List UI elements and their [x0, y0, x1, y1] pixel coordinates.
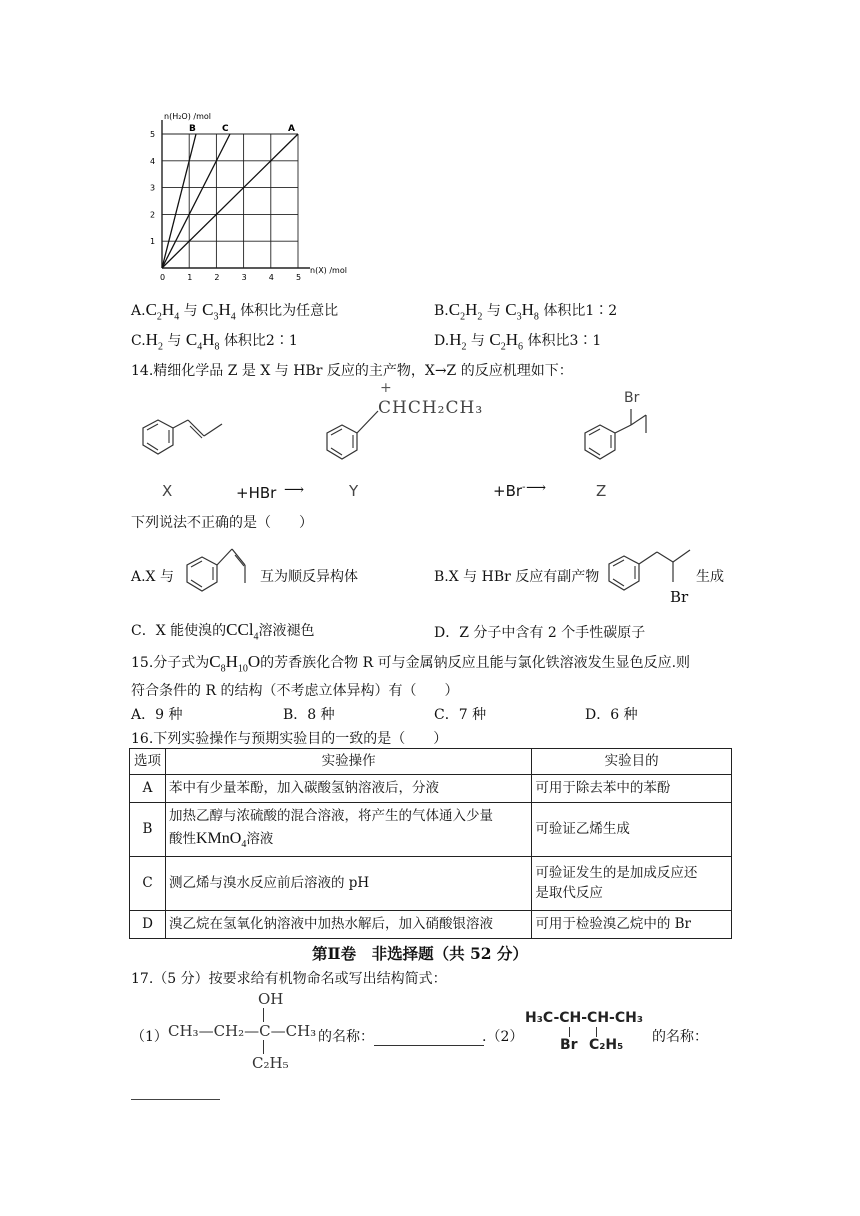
q14-question: 下列说法不正确的是（ ）: [131, 515, 313, 531]
header-option: 选项: [130, 749, 166, 775]
header-goal: 实验目的: [532, 749, 732, 775]
series-line-b: [162, 134, 196, 268]
row-goal: 可验证乙烯生成: [532, 802, 732, 856]
q13-option-b: $B.C_2H_2$ 与 $C_3H_8$ 体积比1∶2: [434, 300, 618, 323]
q14-option-b-post: 生成: [696, 569, 724, 585]
header-operation: 实验操作: [165, 749, 531, 775]
q14-option-c: C．X 能使溴的CCl$_4$溶液褪色: [131, 620, 315, 643]
q17-part2-name: 的名称：: [652, 1029, 708, 1045]
s2-main: H₃C-CH-CH-CH₃: [525, 1010, 643, 1026]
reagent-hbr: +HBr: [236, 484, 277, 502]
table-row: [130, 856, 732, 910]
q14-option-a-post: 互为顺反异构体: [260, 569, 358, 585]
q14-stem: 14.精细化学品 Z 是 X 与 HBr 反应的主产物，X→Z 的反应机理如下：: [131, 363, 573, 379]
q14-option-b-pre: B.X 与 HBr 反应有副产物: [434, 569, 600, 585]
s1-oh: OH: [258, 990, 284, 1008]
x-tick-label: 0: [160, 273, 166, 282]
row-option: C: [130, 856, 166, 910]
q15-option-b: B．8 种: [283, 707, 335, 723]
cation-plus: +: [380, 380, 392, 396]
y-tick-label: 5: [150, 130, 156, 139]
x-axis-label: n(X) /mol: [310, 266, 347, 275]
structure-x: [138, 410, 238, 475]
s2-br: Br: [560, 1037, 578, 1053]
table-header-row: [130, 749, 732, 775]
y-axis-label: n(H₂O) /mol: [164, 112, 211, 121]
s1-bond-down: [263, 1040, 264, 1054]
line-label-b: B: [189, 124, 196, 134]
q16-stem: 16.下列实验操作与预期实验目的一致的是（ ）: [131, 731, 448, 747]
q13-option-d: $D.H_2$ 与 $C_2H_6$ 体积比3∶1: [434, 330, 602, 353]
s1-main: CH₃—CH₂—C—CH₃: [168, 1022, 317, 1040]
q15-stem-line2: 符合条件的 R 的结构（不考虑立体异构）有（ ）: [131, 683, 459, 699]
reagent-br: +Br-: [493, 482, 526, 500]
s2-bond-1: [569, 1027, 570, 1037]
row-goal: 可用于除去苯中的苯酚: [532, 774, 732, 802]
q15-option-c: C．7 种: [434, 707, 487, 723]
label-y: Y: [349, 482, 359, 500]
series-line-c: [162, 134, 230, 268]
z-br-label: Br: [624, 390, 640, 406]
label-z: Z: [596, 482, 607, 500]
row-operation: 溴乙烷在氢氧化钠溶液中加热水解后，加入硝酸银溶液: [165, 910, 531, 938]
s1-bond-up: [263, 1008, 264, 1022]
label-x: X: [162, 482, 173, 500]
line-label-c: C: [222, 124, 229, 134]
combustion-chart: [138, 110, 358, 292]
y-tick-label: 4: [150, 156, 156, 166]
q17-part1-label: （1）: [131, 1029, 168, 1045]
q13-option-a: $A.C_2H_4$ 与 $C_3H_4$ 体积比为任意比: [131, 300, 339, 323]
row-option: B: [130, 802, 166, 856]
x-tick-label: 3: [241, 273, 247, 282]
series-line-a: [162, 134, 298, 268]
q15-stem-line1: 15.分子式为$C_8H_{10}O$的芳香族化合物 R 可与金属钠反应且能与氯化铁溶液发生显色反应.则: [131, 652, 691, 675]
q14-option-d: D．Z 分子中含有 2 个手性碳原子: [434, 625, 646, 641]
cation-formula: CHCH₂CH₃: [378, 398, 484, 418]
row-option: D: [130, 910, 166, 938]
x-tick-label: 5: [296, 273, 302, 282]
structure-z: [578, 405, 668, 475]
row-option: A: [130, 774, 166, 802]
arrow-1: ⟶: [284, 482, 305, 498]
cis-isomer-structure: [180, 543, 260, 608]
table-row: [130, 774, 732, 802]
y-tick-label: 1: [150, 237, 156, 247]
structure-y: [320, 405, 390, 475]
row-goal: 可用于检验溴乙烷中的 Br: [532, 910, 732, 938]
x-tick-label: 4: [268, 273, 274, 282]
line-label-a: A: [288, 124, 295, 134]
y-tick-label: 2: [150, 210, 156, 220]
table-row: [130, 910, 732, 938]
q15-option-a: A．9 种: [131, 707, 183, 723]
byproduct-br-label: Br: [670, 588, 689, 606]
row-operation: 测乙烯与溴水反应前后溶液的 pH: [165, 856, 531, 910]
answer-blank-1[interactable]: [374, 1031, 484, 1046]
q17-part1-name: 的名称：: [318, 1026, 484, 1046]
arrow-2: ⟶: [526, 480, 547, 496]
section-2-title: 第Ⅱ卷 非选择题（共 52 分）: [312, 944, 528, 963]
q13-option-c: $C.H_2$ 与 $C_4H_8$ 体积比2∶1: [131, 330, 298, 353]
q17-stem: 17.（5 分）按要求给有机物命名或写出结构简式：: [131, 971, 447, 987]
table-row: [130, 802, 732, 856]
row-operation: 苯中有少量苯酚，加入碳酸氢钠溶液后，分液: [165, 774, 531, 802]
q14-option-a-pre: A.X 与: [131, 569, 174, 585]
q17-part2-label: .（2）: [482, 1029, 524, 1045]
x-tick-label: 1: [187, 273, 193, 282]
experiment-table: [129, 748, 732, 939]
y-tick-label: 3: [150, 183, 156, 193]
s2-c2h5: C₂H₅: [589, 1037, 624, 1053]
x-tick-label: 2: [214, 273, 220, 282]
s2-bond-2: [596, 1027, 597, 1037]
s1-c2h5: C₂H₅: [252, 1054, 289, 1072]
row-goal: 可验证发生的是加成反应还 是取代反应: [532, 856, 732, 910]
answer-blank-2[interactable]: [131, 1099, 220, 1100]
q15-option-d: D．6 种: [585, 707, 638, 723]
row-operation: 加热乙醇与浓硫酸的混合溶液，将产生的气体通入少量 酸性KMnO$_4$溶液: [165, 802, 531, 856]
